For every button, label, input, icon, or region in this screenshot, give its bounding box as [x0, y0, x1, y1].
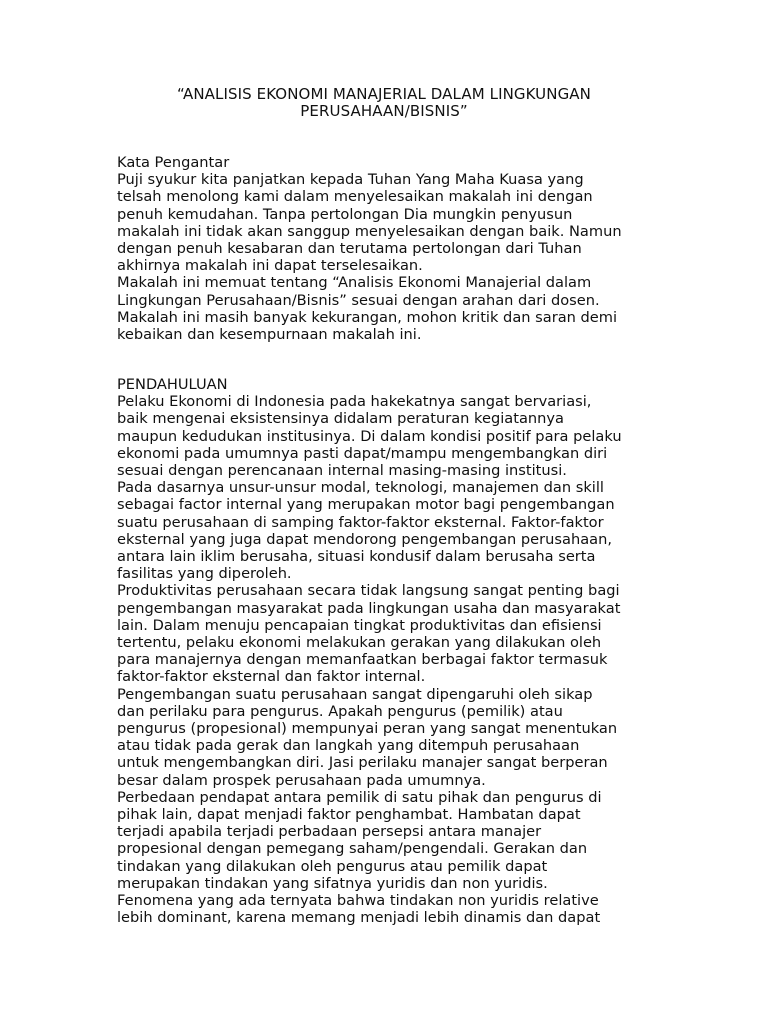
text-line: pengembangan masyarakat pada lingkungan usaha dan masyarakat: [117, 599, 621, 617]
text-line: ekonomi pada umumnya pasti dapat/mampu mengembangkan diri: [117, 444, 608, 462]
text-line: Puji syukur kita panjatkan kepada Tuhan Yang Maha Kuasa yang: [117, 171, 584, 189]
text-line: sesuai dengan perencanaan internal masing-masing institusi.: [117, 462, 567, 480]
title-line-2: PERUSAHAAN/BISNIS”: [300, 102, 468, 120]
text-line: kebaikan dan kesempurnaan makalah ini.: [117, 326, 422, 344]
text-line: merupakan tindakan yang sifatnya yuridis dan non yuridis.: [117, 874, 548, 892]
text-line: Lingkungan Perusahaan/Bisnis” sesuai dengan arahan dari dosen.: [117, 291, 600, 309]
text-line: besar dalam prospek perusahaan pada umumnya.: [117, 771, 486, 789]
text-line: lain. Dalam menuju pencapaian tingkat produktivitas dan efisiensi: [117, 616, 602, 634]
text-line: Perbedaan pendapat antara pemilik di satu pihak dan pengurus di: [117, 788, 602, 806]
text-line: propesional dengan pemegang saham/pengendali. Gerakan dan: [117, 840, 588, 858]
text-line: fasilitas yang diperoleh.: [117, 565, 292, 583]
text-line: makalah ini tidak akan sanggup menyelesaikan dengan baik. Namun: [117, 222, 622, 240]
text-line: faktor-faktor eksternal dan faktor internal.: [117, 668, 426, 686]
text-line: telsah menolong kami dalam menyelesaikan makalah ini dengan: [117, 188, 593, 206]
text-line: eksternal yang juga dapat mendorong pengembangan perusahaan,: [117, 530, 612, 548]
text-line: sebagai factor internal yang merupakan motor bagi pengembangan: [117, 496, 615, 514]
text-line: Pelaku Ekonomi di Indonesia pada hakekatnya sangat bervariasi,: [117, 393, 592, 411]
text-line: dengan penuh kesabaran dan terutama pertolongan dari Tuhan: [117, 240, 582, 258]
section-heading: PENDAHULUAN: [117, 376, 228, 393]
text-line: baik mengenai eksistensinya didalam peraturan kegiatannya: [117, 410, 564, 428]
text-line: penuh kemudahan. Tanpa pertolongan Dia mungkin penyusun: [117, 205, 573, 223]
text-line: Makalah ini memuat tentang “Analisis Ekonomi Manajerial dalam: [117, 274, 592, 292]
text-line: pengurus (propesional) mempunyai peran yang sangat menentukan: [117, 720, 618, 738]
title-line-1: “ANALISIS EKONOMI MANAJERIAL DALAM LINGKUNGAN: [177, 85, 591, 103]
text-line: atau tidak pada gerak dan langkah yang ditempuh perusahaan: [117, 737, 580, 755]
section-pendahuluan: [117, 376, 657, 927]
text-line: akhirnya makalah ini dapat terselesaikan.: [117, 257, 423, 275]
document-title: [100, 86, 668, 120]
section-heading: Kata Pengantar: [117, 154, 230, 171]
text-line: para manajernya dengan memanfaatkan berbagai faktor termasuk: [117, 651, 608, 669]
text-line: suatu perusahaan di samping faktor-faktor eksternal. Faktor-faktor: [117, 513, 604, 531]
text-line: Pada dasarnya unsur-unsur modal, teknologi, manajemen dan skill: [117, 479, 604, 497]
text-line: Makalah ini masih banyak kekurangan, mohon kritik dan saran demi: [117, 308, 618, 326]
paragraph-block: [117, 171, 657, 343]
text-line: Fenomena yang ada ternyata bahwa tindakan non yuridis relative: [117, 892, 599, 910]
text-line: tertentu, pelaku ekonomi melakukan gerakan yang dilakukan oleh: [117, 634, 602, 652]
section-kata-pengantar: [117, 154, 657, 343]
text-line: lebih dominant, karena memang menjadi lebih dinamis dan dapat: [117, 909, 601, 927]
text-line: untuk mengembangkan diri. Jasi perilaku manajer sangat berperan: [117, 754, 608, 772]
text-line: dan perilaku para pengurus. Apakah pengurus (pemilik) atau: [117, 702, 563, 720]
text-line: Pengembangan suatu perusahaan sangat dipengaruhi oleh sikap: [117, 685, 593, 703]
paragraph-block: [117, 393, 657, 926]
text-line: pihak lain, dapat menjadi faktor penghambat. Hambatan dapat: [117, 806, 581, 824]
text-line: maupun kedudukan institusinya. Di dalam kondisi positif para pelaku: [117, 427, 622, 445]
text-line: antara lain iklim berusaha, situasi kondusif dalam berusaha serta: [117, 548, 596, 566]
text-line: terjadi apabila terjadi perbadaan persepsi antara manajer: [117, 823, 542, 841]
text-line: tindakan yang dilakukan oleh pengurus atau pemilik dapat: [117, 857, 548, 875]
text-line: Produktivitas perusahaan secara tidak langsung sangat penting bagi: [117, 582, 620, 600]
